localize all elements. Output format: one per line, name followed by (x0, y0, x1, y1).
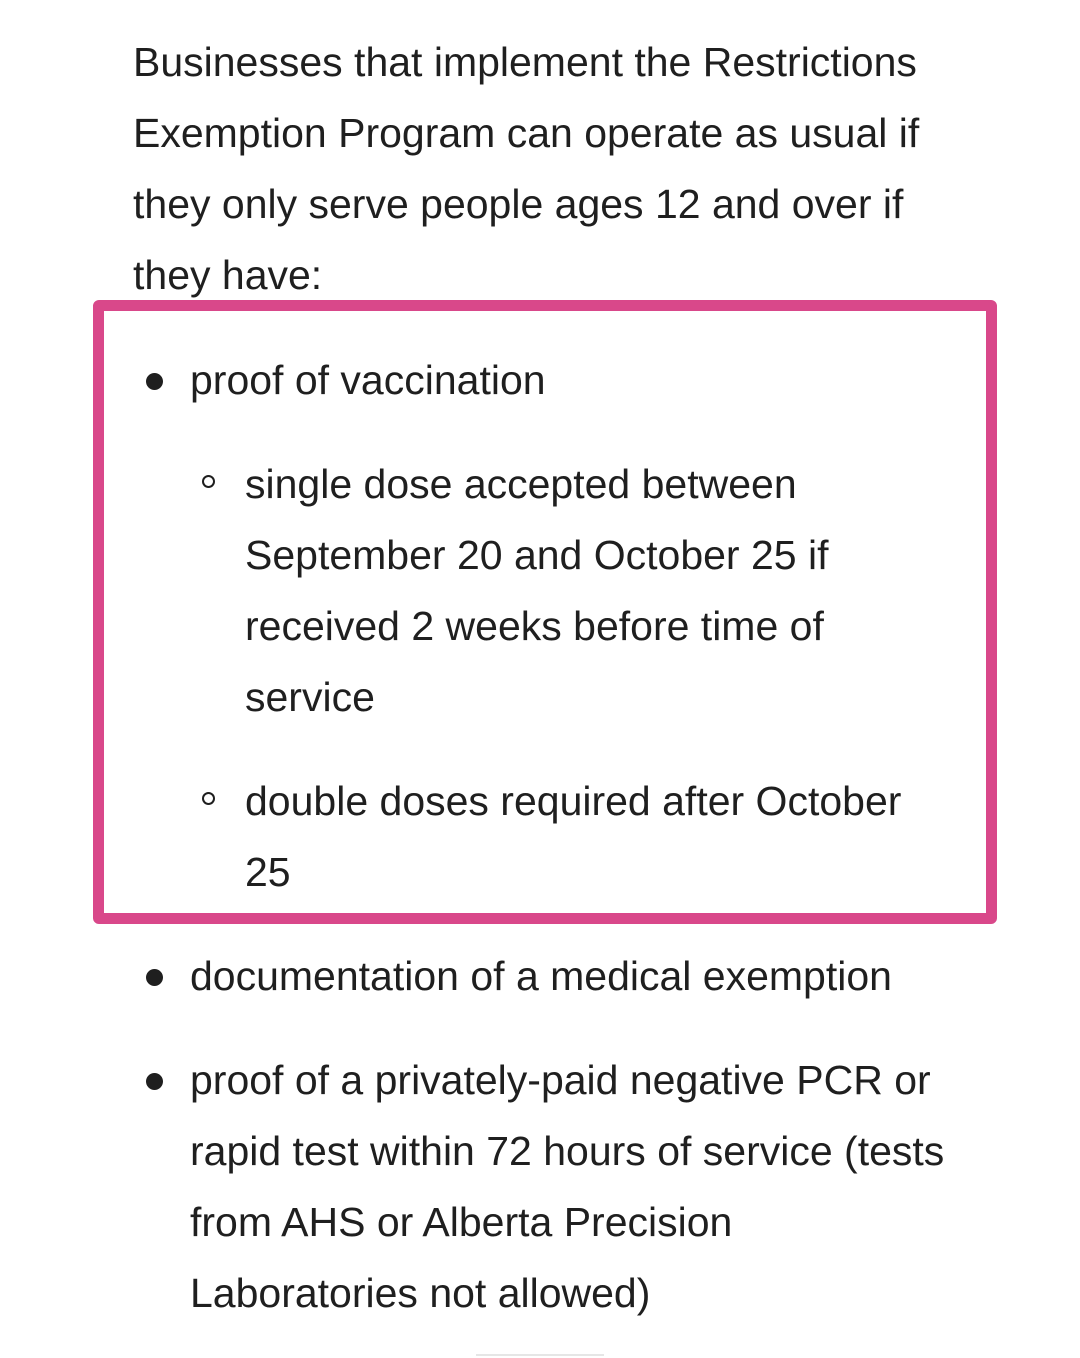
sublist-item-text: single dose accepted between September 20 and October 25 if received 2 weeks before time of service (245, 461, 829, 720)
list-item-medical-exemption (190, 941, 950, 1012)
list-item-text: documentation of a medical exemption (190, 953, 892, 999)
sublist-item-double-dose (245, 766, 945, 908)
list-item-text: proof of a privately-paid negative PCR or rapid test within 72 hours of service (tests from AHS or Alberta Precision Laboratories not allowed) (190, 1057, 945, 1316)
bullet-icon (146, 969, 163, 986)
sublist-item-single-dose (245, 449, 945, 733)
bullet-icon (146, 1073, 163, 1090)
scroll-indicator (476, 1354, 604, 1356)
intro-paragraph: Businesses that implement the Restrictions Exemption Program can operate as usual if they only serve people ages 12 and over if they have: (133, 39, 920, 298)
hollow-bullet-icon (202, 475, 215, 488)
list-item-text: proof of vaccination (190, 357, 546, 403)
list-item-vaccination (190, 345, 950, 416)
list-item-negative-test (190, 1045, 950, 1329)
sublist-item-text: double doses required after October 25 (245, 778, 902, 895)
bullet-icon (146, 373, 163, 390)
hollow-bullet-icon (202, 792, 215, 805)
